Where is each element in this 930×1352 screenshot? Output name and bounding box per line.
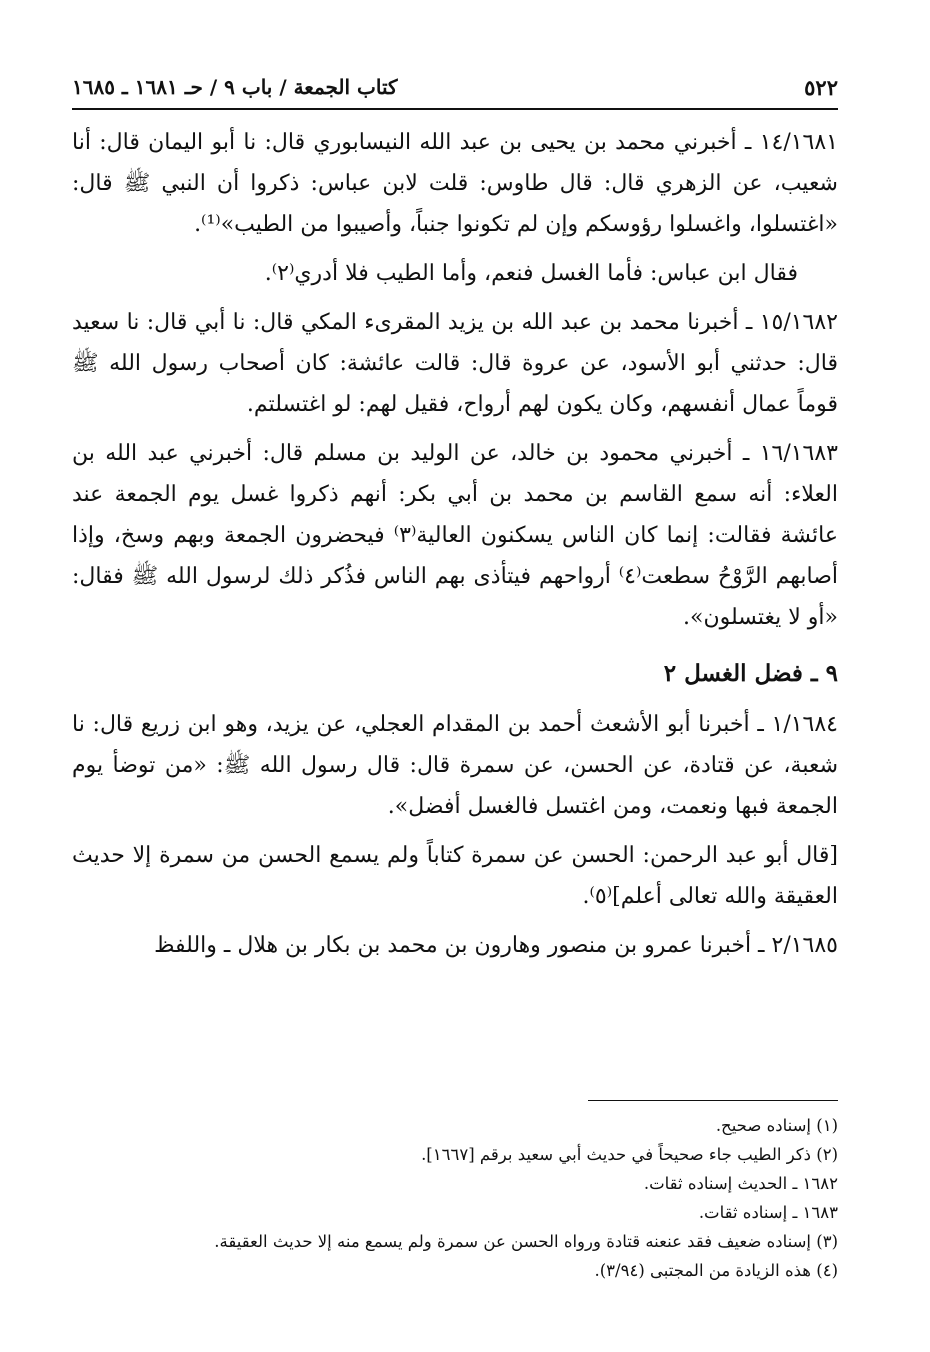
footnote-4: (٤) هذه الزيادة من المجتبى (٣/٩٤). [594,1261,838,1280]
footnote-1682: ١٦٨٢ ـ الحديث إسناده ثقات. [643,1174,838,1193]
main-text [72,122,838,966]
footnote-3: (٣) إسناده ضعيف فقد عنعنه قتادة ورواه الحسن عن سمرة ولم يسمع منه إلا حديث العقيقة. [214,1232,838,1251]
page [72,70,838,974]
abu-abd-al-rahman-note: [قال أبو عبد الرحمن: الحسن عن سمرة كتاباً ولم يسمع الحسن من سمرة إلا حديث العقيقة والله تعالى أعلم]⁽٥⁾. [72,843,838,909]
running-title: كتاب الجمعة / باب ٩ / حـ ١٦٨١ ـ ١٦٨٥ [72,75,398,99]
footnote-divider [588,1100,838,1101]
ibn-abbas-comment: فقال ابن عباس: فأما الغسل فنعم، وأما الطيب فلا أدري⁽٢⁾. [264,261,798,286]
page-number: ٥٢٢ [804,74,838,100]
section-title: ٩ ـ فضل الغسل ٢ [663,660,838,687]
footnote-2: (٢) ذكر الطيب جاء صحيحاً في حديث أبي سعيد برقم [١٦٦٧]. [421,1145,838,1164]
hadith-1683: ١٦/١٦٨٣ ـ أخبرني محمود بن خالد، عن الوليد بن مسلم قال: أخبرني عبد الله بن العلاء: أنه سمع القاسم بن محمد بن أبي بكر: أنهم ذكروا غسل يوم الجمعة عند عائشة فقالت: إنما كان الناس يسكنون العالية⁽٣⁾ فيحضرون الجمعة وبهم وسخ، وإذا أصابهم الرَّوْحُ سطعت⁽٤⁾ أرواحهم فيتأذى بهم الناس فذُكر ذلك لرسول الله ﷺ فقال: «أو لا يغتسلون». [72,441,838,630]
footnotes [72,1100,838,1285]
hadith-1681: ١٤/١٦٨١ ـ أخبرني محمد بن يحيى بن عبد الله النيسابوري قال: نا أبو اليمان قال: أنا شعيب، عن الزهري قال: قال طاوس: قلت لابن عباس: ذكروا أن النبي ﷺ قال: «اغتسلوا، واغسلوا رؤوسكم وإن لم تكونوا جنباً، وأصيبوا من الطيب»⁽¹⁾. [72,130,838,237]
hadith-1685: ٢/١٦٨٥ ـ أخبرنا عمرو بن منصور وهارون بن محمد بن بكار بن هلال ـ واللفظ [154,933,838,958]
footnote-1683: ١٦٨٣ ـ إسناده ثقات. [698,1203,838,1222]
hadith-1682: ١٥/١٦٨٢ ـ أخبرنا محمد بن عبد الله بن يزيد المقرىء المكي قال: نا أبي قال: نا سعيد قال: حدثني أبو الأسود، عن عروة قال: قالت عائشة: كان أصحاب رسول الله ﷺ قوماً عمال أنفسهم، وكان يكون لهم أرواح، فقيل لهم: لو اغتسلتم. [72,310,838,417]
running-header [72,70,838,110]
hadith-1684: ١/١٦٨٤ ـ أخبرنا أبو الأشعث أحمد بن المقدام العجلي، عن يزيد، وهو ابن زريع قال: نا شعبة، عن قتادة، عن الحسن، عن سمرة قال: قال رسول الله ﷺ: «من توضأ يوم الجمعة فبها ونعمت، ومن اغتسل فالغسل أفضل». [72,712,838,819]
footnote-1: (١) إسناده صحيح. [715,1116,838,1135]
